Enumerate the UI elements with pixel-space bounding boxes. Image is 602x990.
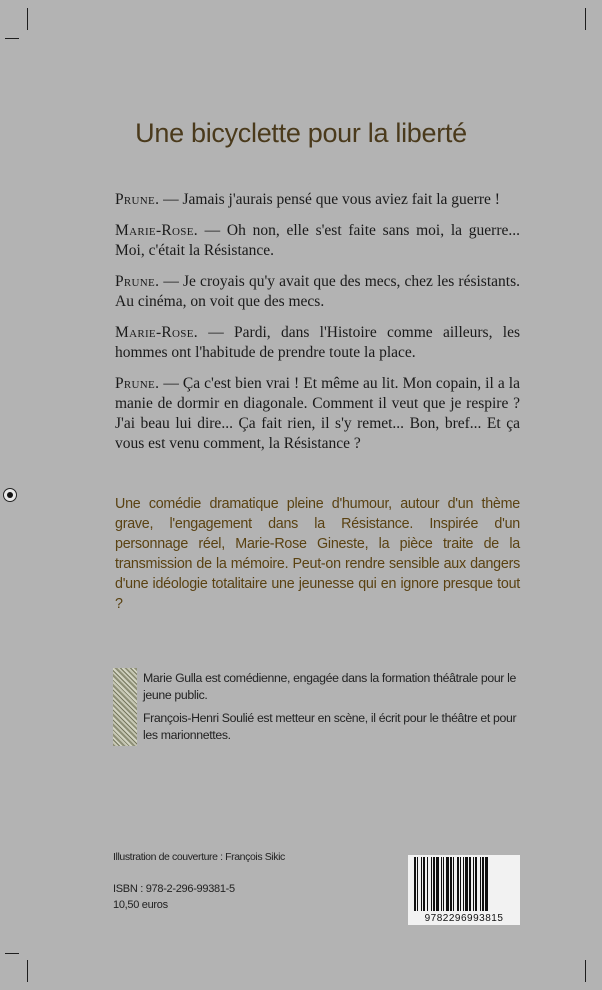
barcode-bar bbox=[421, 857, 422, 911]
book-blurb: Une comédie dramatique pleine d'humour, autour d'un thème grave, l'engagement dans la Résistance. Inspirée d'un personnage réel, Marie-Rose Gineste, la pièce traite de la transmission de la mémoire. Peut-on rendre sensible aux dangers d'une idéologie totalitaire une jeunesse qui en ignore presque tout ? bbox=[115, 496, 520, 612]
author-photo bbox=[113, 668, 137, 746]
line-text: — Je croyais qu'y avait que des mecs, chez les résistants. Au cinéma, on voit que des mecs. bbox=[115, 273, 520, 310]
barcode-bar bbox=[446, 857, 449, 911]
crop-mark bbox=[585, 960, 586, 982]
book-title: Une bicyclette pour la liberté bbox=[135, 118, 467, 148]
dialogue-line bbox=[115, 190, 520, 210]
barcode-bar bbox=[469, 857, 471, 911]
barcode-bar bbox=[427, 857, 428, 911]
barcode-bar bbox=[423, 857, 425, 911]
barcode-bar bbox=[436, 857, 439, 911]
barcode-bar bbox=[480, 857, 481, 911]
radio-bullet-icon bbox=[3, 488, 17, 502]
barcode-bar bbox=[485, 857, 488, 911]
speaker-name: Marie-Rose. bbox=[115, 222, 198, 239]
line-text: — Oh non, elle s'est faite sans moi, la guerre... Moi, c'était la Résistance. bbox=[115, 222, 520, 259]
barcode-bars bbox=[414, 857, 514, 911]
dialogue-line bbox=[115, 374, 520, 454]
author-bios bbox=[143, 670, 523, 750]
line-text: — Jamais j'aurais pensé que vous aviez fait la guerre ! bbox=[159, 191, 500, 208]
crop-mark bbox=[585, 8, 586, 30]
barcode-bar bbox=[433, 857, 435, 911]
dialogue-line bbox=[115, 272, 520, 312]
isbn-block bbox=[113, 881, 235, 913]
speaker-name: Prune. bbox=[115, 191, 160, 208]
speaker-name: Marie-Rose. bbox=[115, 324, 198, 341]
crop-mark bbox=[5, 953, 19, 954]
speaker-name: Prune. bbox=[115, 375, 160, 392]
speaker-name: Prune. bbox=[115, 273, 160, 290]
barcode-bar bbox=[465, 857, 468, 911]
barcode-bar bbox=[443, 857, 444, 911]
barcode-bar bbox=[460, 857, 461, 911]
barcode-bar bbox=[414, 857, 416, 911]
crop-mark bbox=[27, 8, 28, 30]
dialogue-excerpt bbox=[115, 190, 520, 465]
barcode-bar bbox=[473, 857, 474, 911]
line-text: — Ça c'est bien vrai ! Et même au lit. Mon copain, il a la manie de dormir en diagonale. Comment il veut que je respire ? J'ai beau lui dire... Ça fait rien, il s'y remet... Bon, bref... Et ça vous est venu comment, la Résistance ? bbox=[115, 375, 520, 452]
author-bio: Marie Gulla est comédienne, engagée dans la formation théâtrale pour le jeune public. bbox=[143, 671, 516, 702]
author-bio: François-Henri Soulié est metteur en scène, il écrit pour le théâtre et pour les marionnettes. bbox=[143, 711, 517, 742]
barcode-bar bbox=[441, 857, 442, 911]
barcode-bar bbox=[463, 857, 464, 911]
barcode-bar bbox=[457, 857, 459, 911]
dialogue-line bbox=[115, 323, 520, 363]
dialogue-line bbox=[115, 221, 520, 261]
illustration-credit: Illustration de couverture : François Sikic bbox=[113, 851, 285, 863]
barcode-bar bbox=[417, 857, 418, 911]
barcode-bar bbox=[431, 857, 432, 911]
barcode-bar bbox=[453, 857, 454, 911]
barcode-digits: 9782296993815 bbox=[424, 913, 504, 924]
isbn: ISBN : 978-2-296-99381-5 bbox=[113, 883, 235, 895]
crop-mark bbox=[5, 38, 19, 39]
line-text: — Pardi, dans l'Histoire comme ailleurs, les hommes ont l'habitude de prendre toute la place. bbox=[115, 324, 520, 361]
barcode-bar bbox=[482, 857, 484, 911]
crop-mark bbox=[27, 960, 28, 982]
barcode-bar bbox=[475, 857, 477, 911]
barcode bbox=[408, 855, 520, 925]
price: 10,50 euros bbox=[113, 899, 168, 911]
barcode-bar bbox=[450, 857, 452, 911]
